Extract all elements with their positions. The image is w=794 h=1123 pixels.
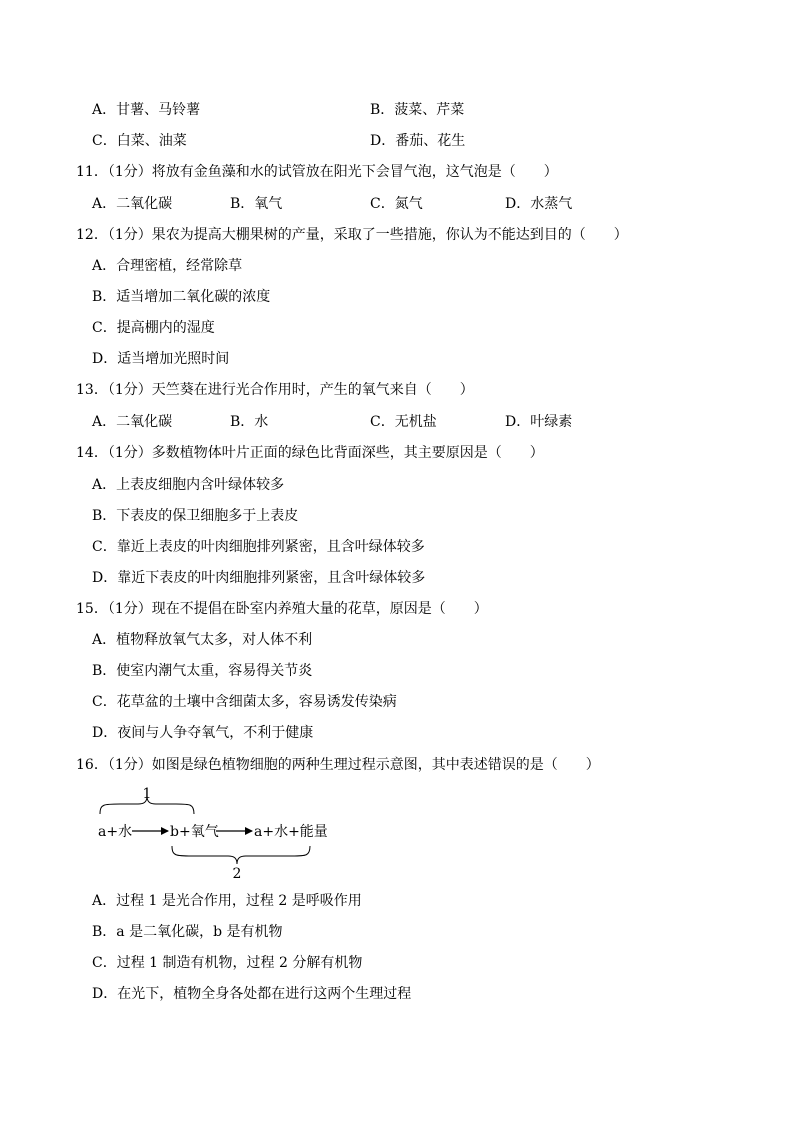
q16-stem: 16．（1分）如图是绿色植物细胞的两种生理过程示意图，其中表述错误的是（ ） (76, 757, 600, 773)
q10-option-c: C．白菜、油菜 (92, 133, 187, 149)
term-mid: b+氧气 (170, 824, 219, 840)
q11-option-b: B．氧气 (230, 196, 283, 212)
q14-stem: 14．（1分）多数植物体叶片正面的绿色比背面深些，其主要原因是（ ） (76, 445, 544, 461)
q14-option-d: D．靠近下表皮的叶肉细胞排列紧密，且含叶绿体较多 (92, 570, 426, 586)
q12-stem: 12．（1分）果农为提高大棚果树的产量，采取了一些措施，你认为不能达到目的（ ） (76, 227, 628, 243)
q16-option-a: A．过程 1 是光合作用，过程 2 是呼吸作用 (92, 893, 362, 909)
q14-option-c: C．靠近上表皮的叶肉细胞排列紧密，且含叶绿体较多 (92, 539, 425, 555)
q15-option-c: C．花草盆的土壤中含细菌太多，容易诱发传染病 (92, 694, 397, 710)
q10-option-b: B．菠菜、芹菜 (370, 102, 465, 118)
label-process-1: 1 (142, 786, 152, 802)
q12-option-a: A．合理密植，经常除草 (92, 258, 243, 274)
q14-option-b: B．下表皮的保卫细胞多于上表皮 (92, 508, 299, 524)
q16-option-b: B．a 是二氧化碳，b 是有机物 (92, 924, 283, 940)
process-diagram (90, 784, 350, 884)
q15-stem: 15．（1分）现在不提倡在卧室内养殖大量的花草，原因是（ ） (76, 601, 488, 617)
q16-option-c: C．过程 1 制造有机物，过程 2 分解有机物 (92, 955, 363, 971)
label-process-2: 2 (232, 866, 242, 882)
q12-option-c: C．提高棚内的湿度 (92, 320, 215, 336)
term-left: a+水 (98, 824, 133, 840)
brace-bottom-2 (172, 846, 310, 864)
q13-stem: 13．（1分）天竺葵在进行光合作用时，产生的氧气来自（ ） (76, 382, 474, 398)
q13-option-b: B．水 (230, 414, 269, 430)
q11-stem: 11．（1分）将放有金鱼藻和水的试管放在阳光下会冒气泡，这气泡是（ ） (76, 164, 558, 180)
q10-option-d: D．番茄、花生 (370, 133, 466, 149)
q10-option-a: A．甘薯、马铃薯 (92, 102, 201, 118)
term-right: a+水+能量 (254, 824, 328, 840)
q15-option-d: D．夜间与人争夺氧气，不利于健康 (92, 725, 314, 741)
q11-option-a: A．二氧化碳 (92, 196, 173, 212)
q11-option-d: D．水蒸气 (505, 196, 573, 212)
q13-option-a: A．二氧化碳 (92, 414, 173, 430)
q11-option-c: C．氮气 (370, 196, 423, 212)
q13-option-d: D．叶绿素 (505, 414, 573, 430)
q15-option-a: A．植物释放氧气太多，对人体不利 (92, 632, 313, 648)
q15-option-b: B．使室内潮气太重，容易得关节炎 (92, 663, 313, 679)
q14-option-a: A．上表皮细胞内含叶绿体较多 (92, 477, 285, 493)
q12-option-d: D．适当增加光照时间 (92, 351, 230, 367)
q12-option-b: B．适当增加二氧化碳的浓度 (92, 289, 271, 305)
q16-option-d: D．在光下，植物全身各处都在进行这两个生理过程 (92, 986, 412, 1002)
q13-option-c: C．无机盐 (370, 414, 437, 430)
